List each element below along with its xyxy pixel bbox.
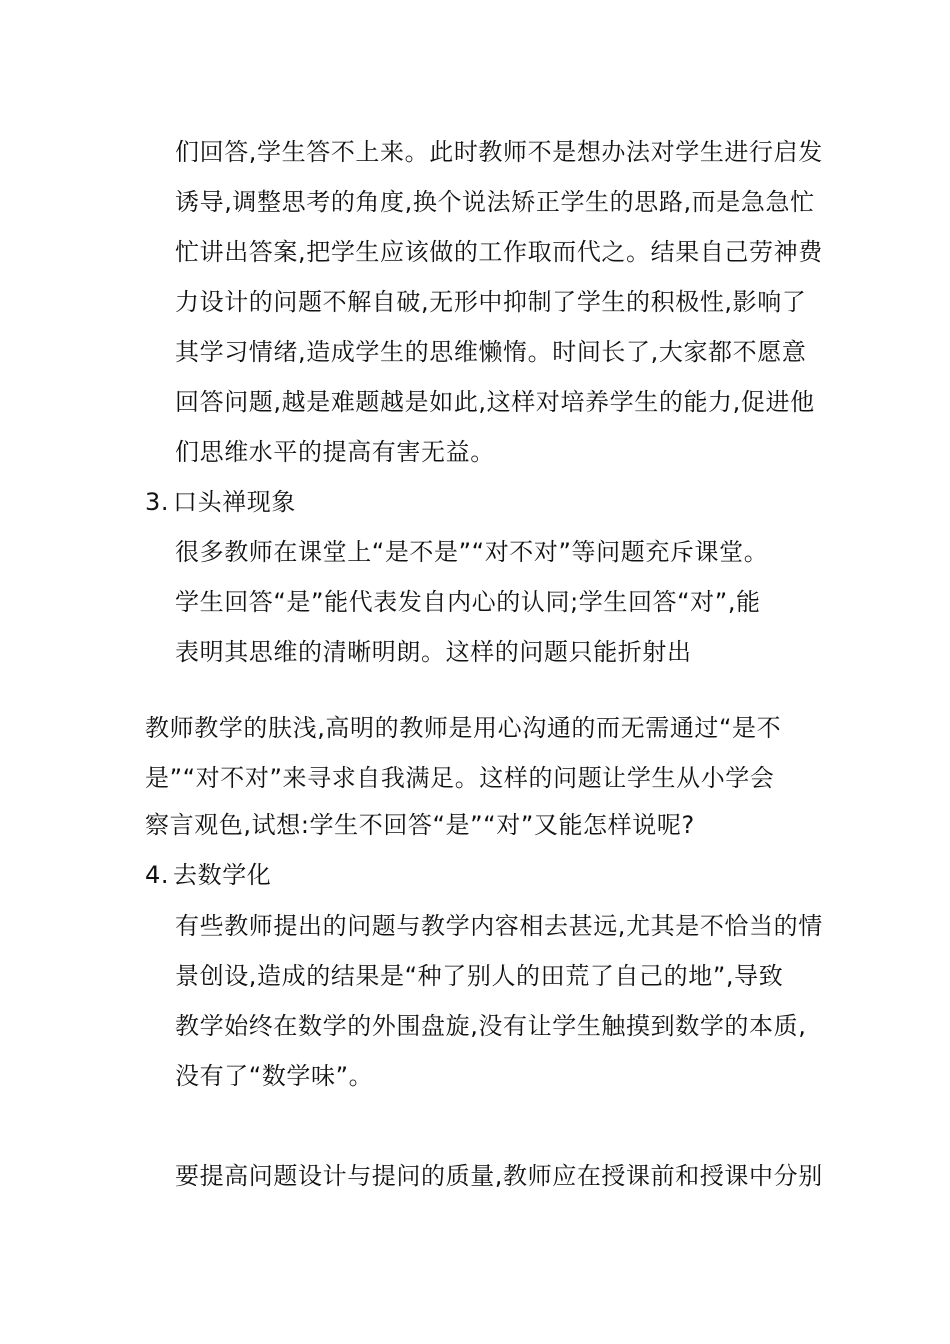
paragraph-line: 教学始终在数学的外围盘旋,没有让学生触摸到数学的本质,: [175, 1012, 807, 1040]
paragraph-line: 景创设,造成的结果是“种了别人的田荒了自己的地”,导致: [175, 962, 784, 990]
section-title: 去数学化: [173, 861, 272, 889]
paragraph-line: 其学习情绪,造成学生的思维懒惰。时间长了,大家都不愿意: [175, 338, 807, 366]
section-number: 4.: [145, 861, 170, 889]
section-title: 口头禅现象: [173, 488, 296, 516]
paragraph-line: 们回答,学生答不上来。此时教师不是想办法对学生进行启发: [175, 138, 823, 166]
paragraph-line: 诱导,调整思考的角度,换个说法矫正学生的思路,而是急急忙: [175, 188, 815, 216]
paragraph-line: 察言观色,试想:学生不回答“是”“对”又能怎样说呢?: [145, 811, 695, 839]
paragraph-line: 是”“对不对”来寻求自我满足。这样的问题让学生从小学会: [145, 764, 775, 792]
paragraph-line: 很多教师在课堂上“是不是”“对不对”等问题充斥课堂。: [175, 538, 769, 566]
paragraph-line: 回答问题,越是难题越是如此,这样对培养学生的能力,促进他: [175, 388, 815, 416]
section-number: 3.: [145, 488, 170, 516]
paragraph-line: 有些教师提出的问题与教学内容相去甚远,尤其是不恰当的情: [175, 912, 823, 940]
paragraph-line: 要提高问题设计与提问的质量,教师应在授课前和授课中分别: [175, 1162, 823, 1190]
paragraph-line: 教师教学的肤浅,高明的教师是用心沟通的而无需通过“是不: [145, 714, 782, 742]
paragraph-line: 力设计的问题不解自破,无形中抑制了学生的积极性,影响了: [175, 288, 807, 316]
paragraph-line: 们思维水平的提高有害无益。: [175, 438, 495, 466]
paragraph-line: 表明其思维的清晰明朗。这样的问题只能折射出: [175, 638, 692, 666]
section-heading-3: [145, 487, 296, 517]
paragraph-line: 忙讲出答案,把学生应该做的工作取而代之。结果自己劳神费: [175, 238, 823, 266]
paragraph-line: 没有了“数学味”。: [175, 1062, 374, 1090]
paragraph-line: 学生回答“是”能代表发自内心的认同;学生回答“对”,能: [175, 588, 761, 616]
section-heading-4: [145, 860, 271, 890]
